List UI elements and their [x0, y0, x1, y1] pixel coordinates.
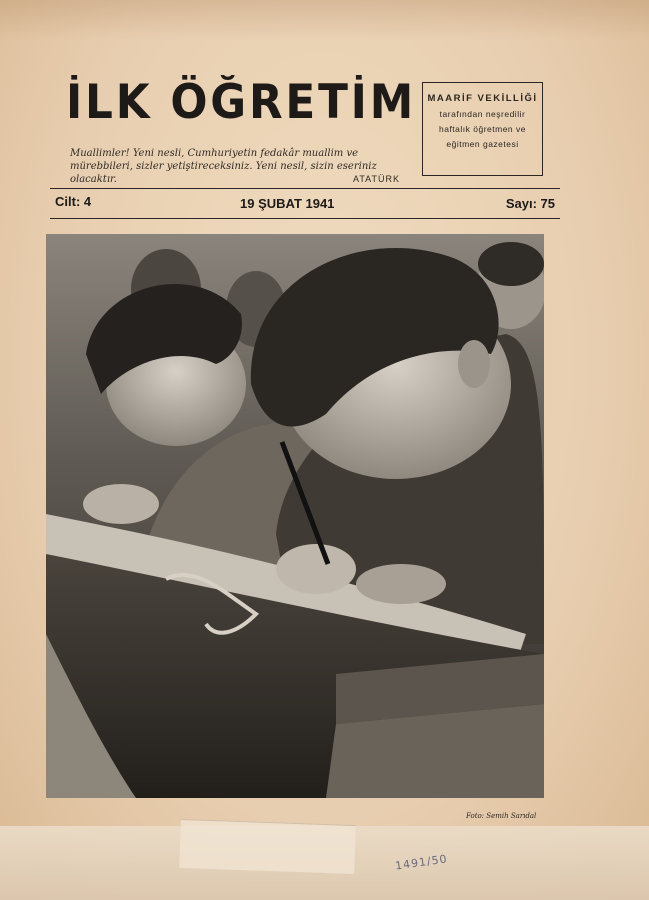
- publisher-box: [422, 82, 543, 176]
- cover-photo: [46, 234, 544, 798]
- left-boy-hand: [83, 484, 159, 524]
- publisher-name: MAARİF VEKİLLİĞİ: [427, 93, 538, 104]
- top-rule: [50, 188, 560, 189]
- right-boy-ear: [458, 340, 490, 388]
- tape-piece: [179, 819, 356, 874]
- right-boy-second-hand: [356, 564, 446, 604]
- right-boy-hand: [276, 544, 356, 594]
- issue-date: 19 ŞUBAT 1941: [240, 196, 335, 211]
- photo-credit: Foto: Semih Sarıdal: [466, 812, 537, 820]
- issue-number: Sayı: 75: [505, 196, 555, 211]
- issue-bar: [50, 190, 560, 218]
- bottom-rule: [50, 218, 560, 219]
- ataturk-quote: Muallimler! Yeni nesli, Cumhuriyetin fedakâr muallim ve mürebbileri, sizler yetiştireceksiniz. Yeni nesil, sizin eseriniz olacaktır.: [70, 148, 377, 185]
- students-photo-illustration: [46, 234, 544, 798]
- quote-author: ATATÜRK: [353, 174, 400, 184]
- publisher-line-2: tarafından neşredilir: [439, 109, 526, 119]
- volume-label: Cilt: 4: [55, 194, 92, 209]
- background-child-hair: [478, 242, 544, 286]
- masthead-title: İLK ÖĞRETİM: [66, 75, 417, 130]
- handwritten-note: 1491/50: [394, 852, 449, 873]
- publisher-line-4: eğitmen gazetesi: [446, 139, 519, 149]
- publisher-line-3: haftalık öğretmen ve: [438, 124, 526, 134]
- paper-stain: [0, 0, 649, 40]
